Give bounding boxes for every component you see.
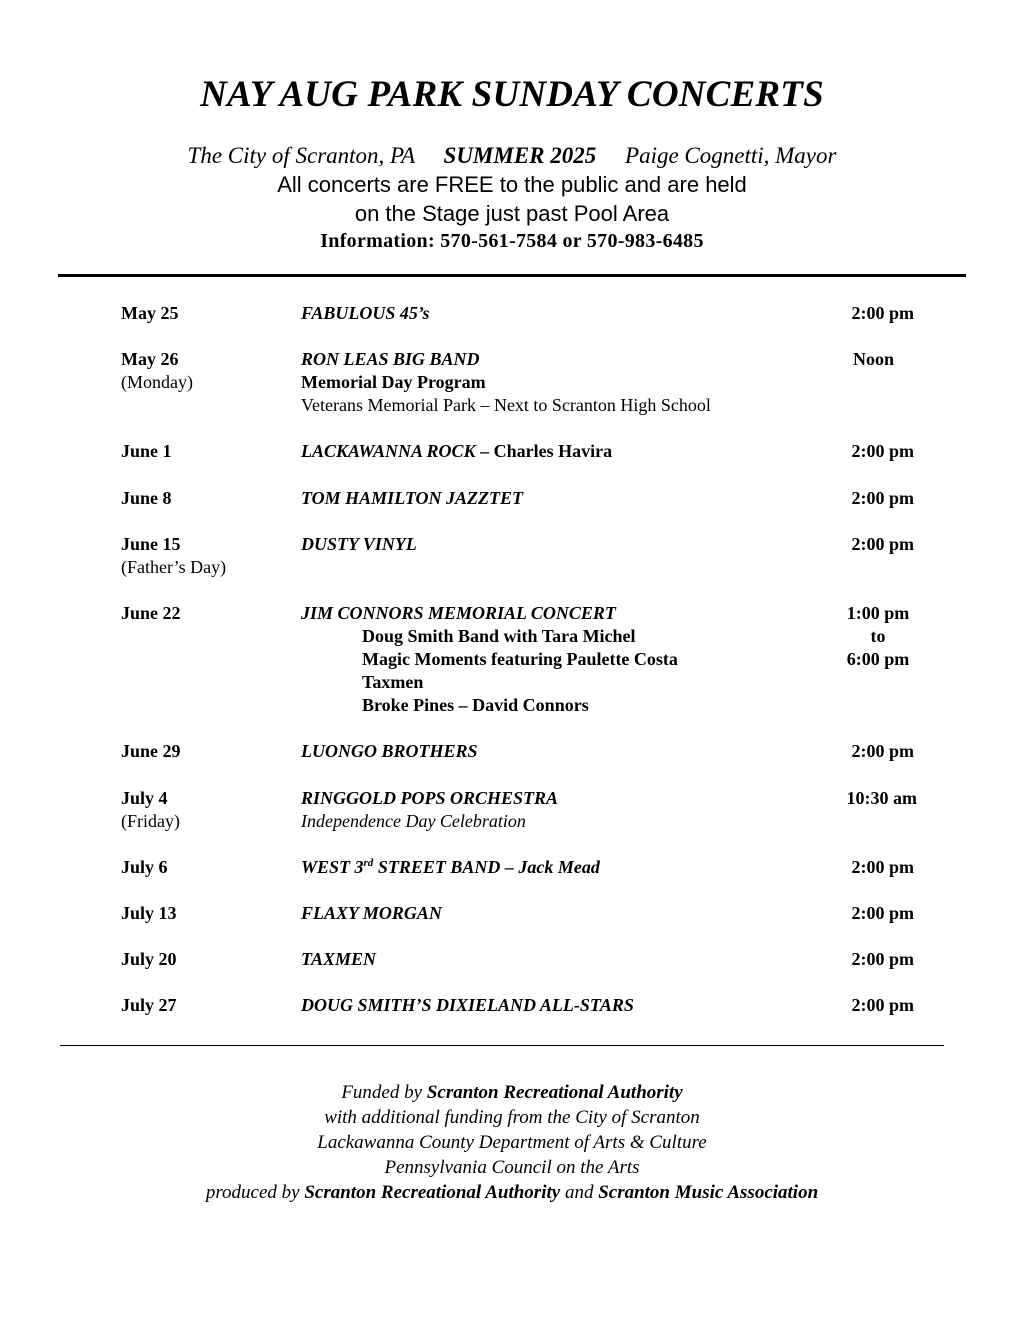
producer-line: produced by Scranton Recreational Authority and Scranton Music Association <box>205 1182 819 1203</box>
concert-program: Independence Day Celebration <box>301 811 526 831</box>
funding-line: Lackawanna County Department of Arts & Culture <box>317 1132 707 1153</box>
concert-time: 10:30 am <box>846 788 917 808</box>
concert-time: Noon <box>852 349 894 369</box>
page-title: NAY AUG PARK SUNDAY CONCERTS <box>200 74 824 115</box>
concert-day-note: (Friday) <box>121 811 180 831</box>
concert-date: July 13 <box>121 903 177 923</box>
concert-time: 2:00 pm <box>851 995 914 1015</box>
concert-act: FABULOUS 45’s <box>301 303 430 323</box>
concert-date: June 29 <box>121 741 181 761</box>
concert-time: 2:00 pm <box>851 741 914 761</box>
funding-line: Pennsylvania Council on the Arts <box>384 1157 640 1178</box>
concert-time-to: to <box>870 626 886 646</box>
performer: Doug Smith Band with Tara Michel <box>362 626 636 646</box>
concert-act: LACKAWANNA ROCK – Charles Havira <box>301 441 613 461</box>
concert-date: July 27 <box>121 995 177 1015</box>
funding-line: Funded by Scranton Recreational Authority <box>341 1082 683 1103</box>
concert-day-note: (Father’s Day) <box>121 557 227 577</box>
bottom-divider <box>60 1045 944 1046</box>
funding-line: with additional funding from the City of Scranton <box>324 1107 700 1128</box>
concert-venue: Veterans Memorial Park – Next to Scranton High School <box>301 395 711 415</box>
concert-date: July 4 <box>121 788 168 808</box>
concert-day-note: (Monday) <box>121 372 193 392</box>
concert-act: WEST 3rd STREET BAND – Jack Mead <box>301 857 600 877</box>
concert-time: 2:00 pm <box>851 303 914 323</box>
concert-time: 2:00 pm <box>851 949 914 969</box>
concert-date: May 26 <box>121 349 179 369</box>
concert-act: LUONGO BROTHERS <box>301 741 478 761</box>
city-name: The City of Scranton, PA <box>187 143 415 168</box>
concert-act: RINGGOLD POPS ORCHESTRA <box>301 788 559 808</box>
information-phone: Information: 570-561-7584 or 570-983-6485 <box>320 230 704 252</box>
season-label: SUMMER 2025 <box>443 143 597 168</box>
concert-act: JIM CONNORS MEMORIAL CONCERT <box>301 603 616 623</box>
performer: Taxmen <box>362 672 424 692</box>
concert-time: 2:00 pm <box>851 857 914 877</box>
concert-date: July 6 <box>121 857 168 877</box>
concert-time-start: 1:00 pm <box>846 603 910 623</box>
performer: Magic Moments featuring Paulette Costa <box>362 649 678 669</box>
concert-program: Memorial Day Program <box>301 372 486 392</box>
top-divider <box>58 274 966 277</box>
concert-act: TAXMEN <box>301 949 377 969</box>
concert-time: 2:00 pm <box>851 488 914 508</box>
concert-date: July 20 <box>121 949 177 969</box>
free-notice: All concerts are FREE to the public and are held <box>277 172 747 197</box>
concert-time: 2:00 pm <box>851 441 914 461</box>
concert-date: June 8 <box>121 488 172 508</box>
concert-time-end: 6:00 pm <box>846 649 910 669</box>
concert-time: 2:00 pm <box>851 534 914 554</box>
location-notice: on the Stage just past Pool Area <box>354 201 670 226</box>
concert-date: June 22 <box>121 603 181 623</box>
concert-act: TOM HAMILTON JAZZTET <box>301 488 524 508</box>
concert-date: May 25 <box>121 303 179 323</box>
concert-date: June 1 <box>121 441 172 461</box>
concert-act: DUSTY VINYL <box>301 534 417 554</box>
performer: Broke Pines – David Connors <box>362 695 589 715</box>
concert-act: DOUG SMITH’S DIXIELAND ALL-STARS <box>301 995 634 1015</box>
funding-footer <box>0 1080 1024 1205</box>
concert-time: 2:00 pm <box>851 903 914 923</box>
concert-act: RON LEAS BIG BAND <box>301 349 480 369</box>
concert-act: FLAXY MORGAN <box>301 903 442 923</box>
concert-date: June 15 <box>121 534 181 554</box>
season-line <box>0 143 1024 169</box>
mayor-name: Paige Cognetti, Mayor <box>625 143 837 168</box>
